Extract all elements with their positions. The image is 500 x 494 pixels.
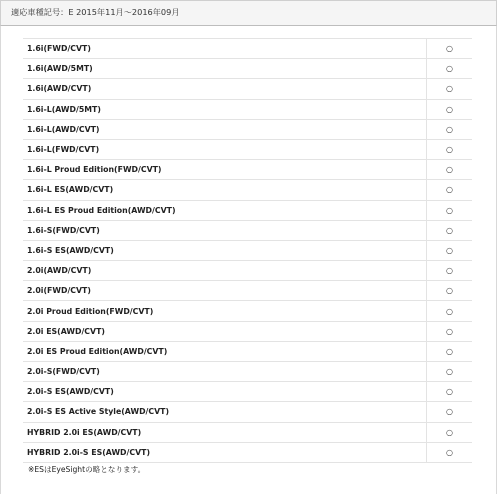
table-row <box>23 301 472 321</box>
trim-name-cell: 2.0i Proud Edition(FWD/CVT) <box>23 301 427 321</box>
table-row <box>23 160 472 180</box>
table-row <box>23 321 472 341</box>
trim-name-cell: 1.6i-L(AWD/5MT) <box>23 99 427 119</box>
trim-name-cell: 1.6i(AWD/CVT) <box>23 79 427 99</box>
table-row <box>23 281 472 301</box>
trim-name-cell: 1.6i-L ES Proud Edition(AWD/CVT) <box>23 200 427 220</box>
compatibility-mark-cell: ○ <box>427 362 473 382</box>
trim-name-cell: 1.6i-S ES(AWD/CVT) <box>23 240 427 260</box>
trim-name-cell: HYBRID 2.0i-S ES(AWD/CVT) <box>23 442 427 462</box>
trim-compatibility-table <box>23 38 472 463</box>
compatibility-mark-cell: ○ <box>427 200 473 220</box>
trim-name-cell: 2.0i(FWD/CVT) <box>23 281 427 301</box>
table-row <box>23 59 472 79</box>
trim-name-cell: 1.6i-S(FWD/CVT) <box>23 220 427 240</box>
compatibility-mark-cell: ○ <box>427 180 473 200</box>
trim-name-cell: 2.0i(AWD/CVT) <box>23 261 427 281</box>
trim-name-cell: 1.6i-L ES(AWD/CVT) <box>23 180 427 200</box>
trim-name-cell: 2.0i-S ES Active Style(AWD/CVT) <box>23 402 427 422</box>
compatibility-mark-cell: ○ <box>427 59 473 79</box>
compatibility-mark-cell: ○ <box>427 261 473 281</box>
table-row <box>23 422 472 442</box>
trim-name-cell: 1.6i(AWD/5MT) <box>23 59 427 79</box>
table-row <box>23 341 472 361</box>
compatibility-mark-cell: ○ <box>427 422 473 442</box>
compatibility-mark-cell: ○ <box>427 402 473 422</box>
table-row <box>23 79 472 99</box>
footnote: ※ESはEyeSightの略となります。 <box>28 465 146 474</box>
compatibility-mark-cell: ○ <box>427 321 473 341</box>
compatibility-mark-cell: ○ <box>427 79 473 99</box>
compatibility-mark-cell: ○ <box>427 382 473 402</box>
table-row <box>23 240 472 260</box>
trim-name-cell: 1.6i-L Proud Edition(FWD/CVT) <box>23 160 427 180</box>
table-row <box>23 442 472 462</box>
table-row <box>23 39 472 59</box>
trim-name-cell: 2.0i ES(AWD/CVT) <box>23 321 427 341</box>
compatibility-mark-cell: ○ <box>427 139 473 159</box>
table-row <box>23 220 472 240</box>
compatibility-mark-cell: ○ <box>427 301 473 321</box>
applicable-model-text: 適応車種記号：E 2015年11月～2016年09月 <box>11 7 180 17</box>
trim-name-cell: 1.6i-L(FWD/CVT) <box>23 139 427 159</box>
trim-table-body <box>23 39 472 463</box>
trim-name-cell: 1.6i(FWD/CVT) <box>23 39 427 59</box>
table-row <box>23 139 472 159</box>
applicable-model-header <box>0 0 497 26</box>
compatibility-mark-cell: ○ <box>427 220 473 240</box>
compatibility-mark-cell: ○ <box>427 442 473 462</box>
compatibility-mark-cell: ○ <box>427 160 473 180</box>
compatibility-mark-cell: ○ <box>427 119 473 139</box>
trim-list-area <box>0 26 497 494</box>
trim-name-cell: 1.6i-L(AWD/CVT) <box>23 119 427 139</box>
trim-name-cell: 2.0i-S(FWD/CVT) <box>23 362 427 382</box>
table-row <box>23 382 472 402</box>
trim-name-cell: 2.0i-S ES(AWD/CVT) <box>23 382 427 402</box>
compatibility-mark-cell: ○ <box>427 281 473 301</box>
compatibility-mark-cell: ○ <box>427 240 473 260</box>
table-row <box>23 119 472 139</box>
table-row <box>23 99 472 119</box>
table-row <box>23 180 472 200</box>
table-row <box>23 362 472 382</box>
table-row <box>23 261 472 281</box>
trim-name-cell: 2.0i ES Proud Edition(AWD/CVT) <box>23 341 427 361</box>
trim-name-cell: HYBRID 2.0i ES(AWD/CVT) <box>23 422 427 442</box>
table-row <box>23 402 472 422</box>
table-row <box>23 200 472 220</box>
compatibility-mark-cell: ○ <box>427 341 473 361</box>
compatibility-mark-cell: ○ <box>427 99 473 119</box>
compatibility-mark-cell: ○ <box>427 39 473 59</box>
